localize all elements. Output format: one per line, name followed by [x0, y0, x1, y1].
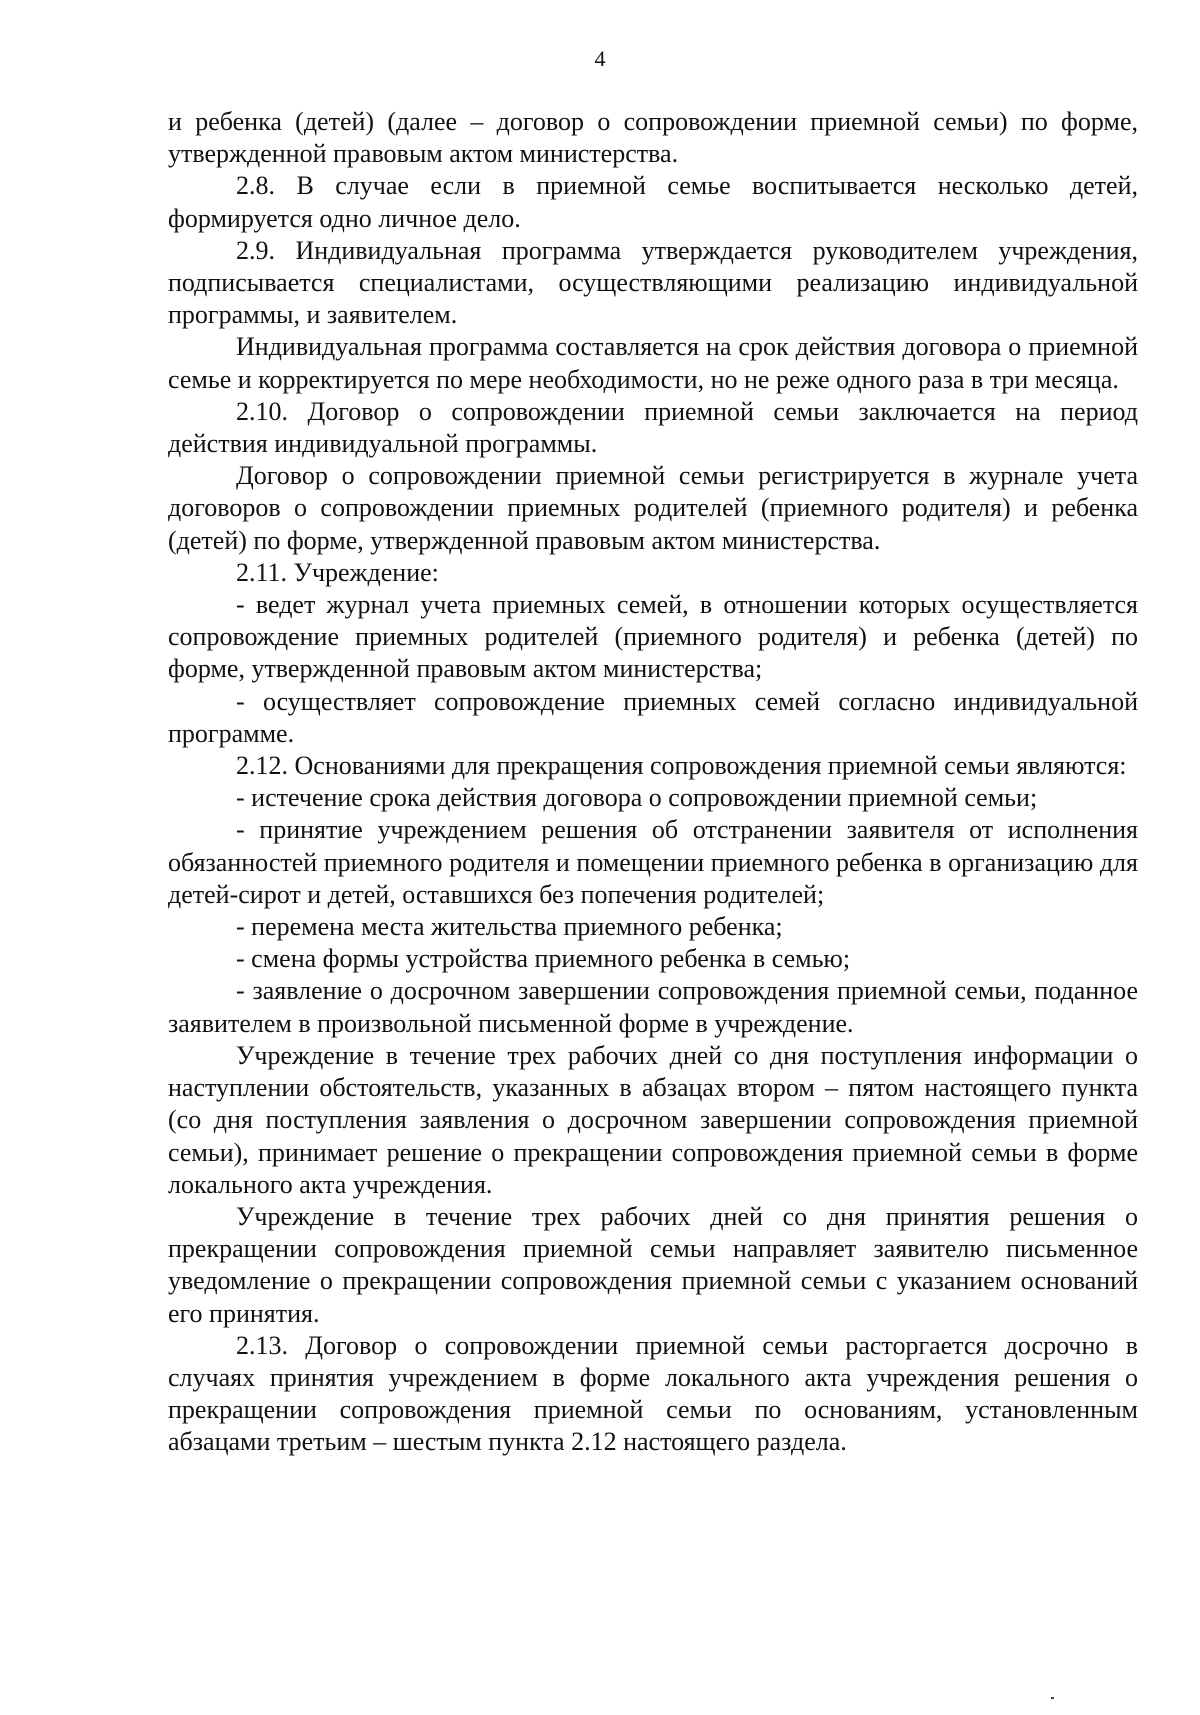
paragraph: Учреждение в течение трех рабочих дней со дня поступления информации о наступлении обстоятельств, указанных в абзацах втором – пятом настоящего пункта (со дня поступления заявления о досрочном завершении сопровождения приемной семьи), принимает решение о прекращении сопровождения приемной семьи в форме локального акта учреждения. — [168, 1040, 1138, 1199]
list-item: - осуществляет сопровождение приемных семей согласно индивидуальной программе. — [168, 686, 1138, 748]
paragraph: 2.13. Договор о сопровождении приемной семьи расторгается досрочно в случаях принятия учреждением в форме локального акта учреждения решения о прекращении сопровождения приемной семьи по основаниям, установленным абзацами третьим – шестым пункта 2.12 настоящего раздела. — [168, 1330, 1138, 1457]
paragraph: Индивидуальная программа составляется на срок действия договора о приемной семье и корректируется по мере необходимости, но не реже одного раза в три месяца. — [168, 332, 1138, 394]
paragraph: 2.12. Основаниями для прекращения сопровождения приемной семьи являются: — [236, 751, 1127, 781]
list-item: - смена формы устройства приемного ребенка в семью; — [236, 944, 851, 974]
page-number: 4 — [594, 46, 606, 71]
document-body — [168, 106, 1138, 1459]
list-item: - истечение срока действия договора о сопровождении приемной семьи; — [236, 783, 1038, 813]
paragraph: Учреждение в течение трех рабочих дней со дня принятия решения о прекращении сопровождения приемной семьи направляет заявителю письменное уведомление о прекращении сопровождения приемной семьи с указанием оснований его принятия. — [168, 1201, 1138, 1328]
list-item: - заявление о досрочном завершении сопровождения приемной семьи, поданное заявителем в произвольной письменной форме в учреждение. — [168, 976, 1138, 1038]
paragraph: и ребенка (детей) (далее – договор о сопровождении приемной семьи) по форме, утвержденной правовым актом министерства. — [168, 107, 1138, 169]
paragraph: 2.10. Договор о сопровождении приемной семьи заключается на период действия индивидуальной программы. — [168, 396, 1138, 459]
paragraph: 2.9. Индивидуальная программа утверждается руководителем учреждения, подписывается специалистами, осуществляющими реализацию индивидуальной программы, и заявителем. — [168, 235, 1138, 330]
list-item: - ведет журнал учета приемных семей, в отношении которых осуществляется сопровождение приемных родителей (приемного родителя) и ребенка (детей) по форме, утвержденной правовым актом министерства; — [168, 590, 1138, 684]
list-item: - перемена места жительства приемного ребенка; — [236, 912, 783, 942]
paragraph: 2.11. Учреждение: — [236, 557, 439, 587]
scan-artifact — [1051, 1697, 1054, 1699]
paragraph: Договор о сопровождении приемной семьи регистрируется в журнале учета договоров о сопровождении приемных родителей (приемного родителя) и ребенка (детей) по форме, утвержденной правовым актом министерства. — [168, 461, 1138, 555]
list-item: - принятие учреждением решения об отстранении заявителя от исполнения обязанностей приемного родителя и помещении приемного ребенка в организацию для детей-сирот и детей, оставшихся без попечения родителей; — [168, 815, 1138, 909]
paragraph: 2.8. В случае если в приемной семье воспитывается несколько детей, формируется одно личное дело. — [168, 171, 1138, 233]
